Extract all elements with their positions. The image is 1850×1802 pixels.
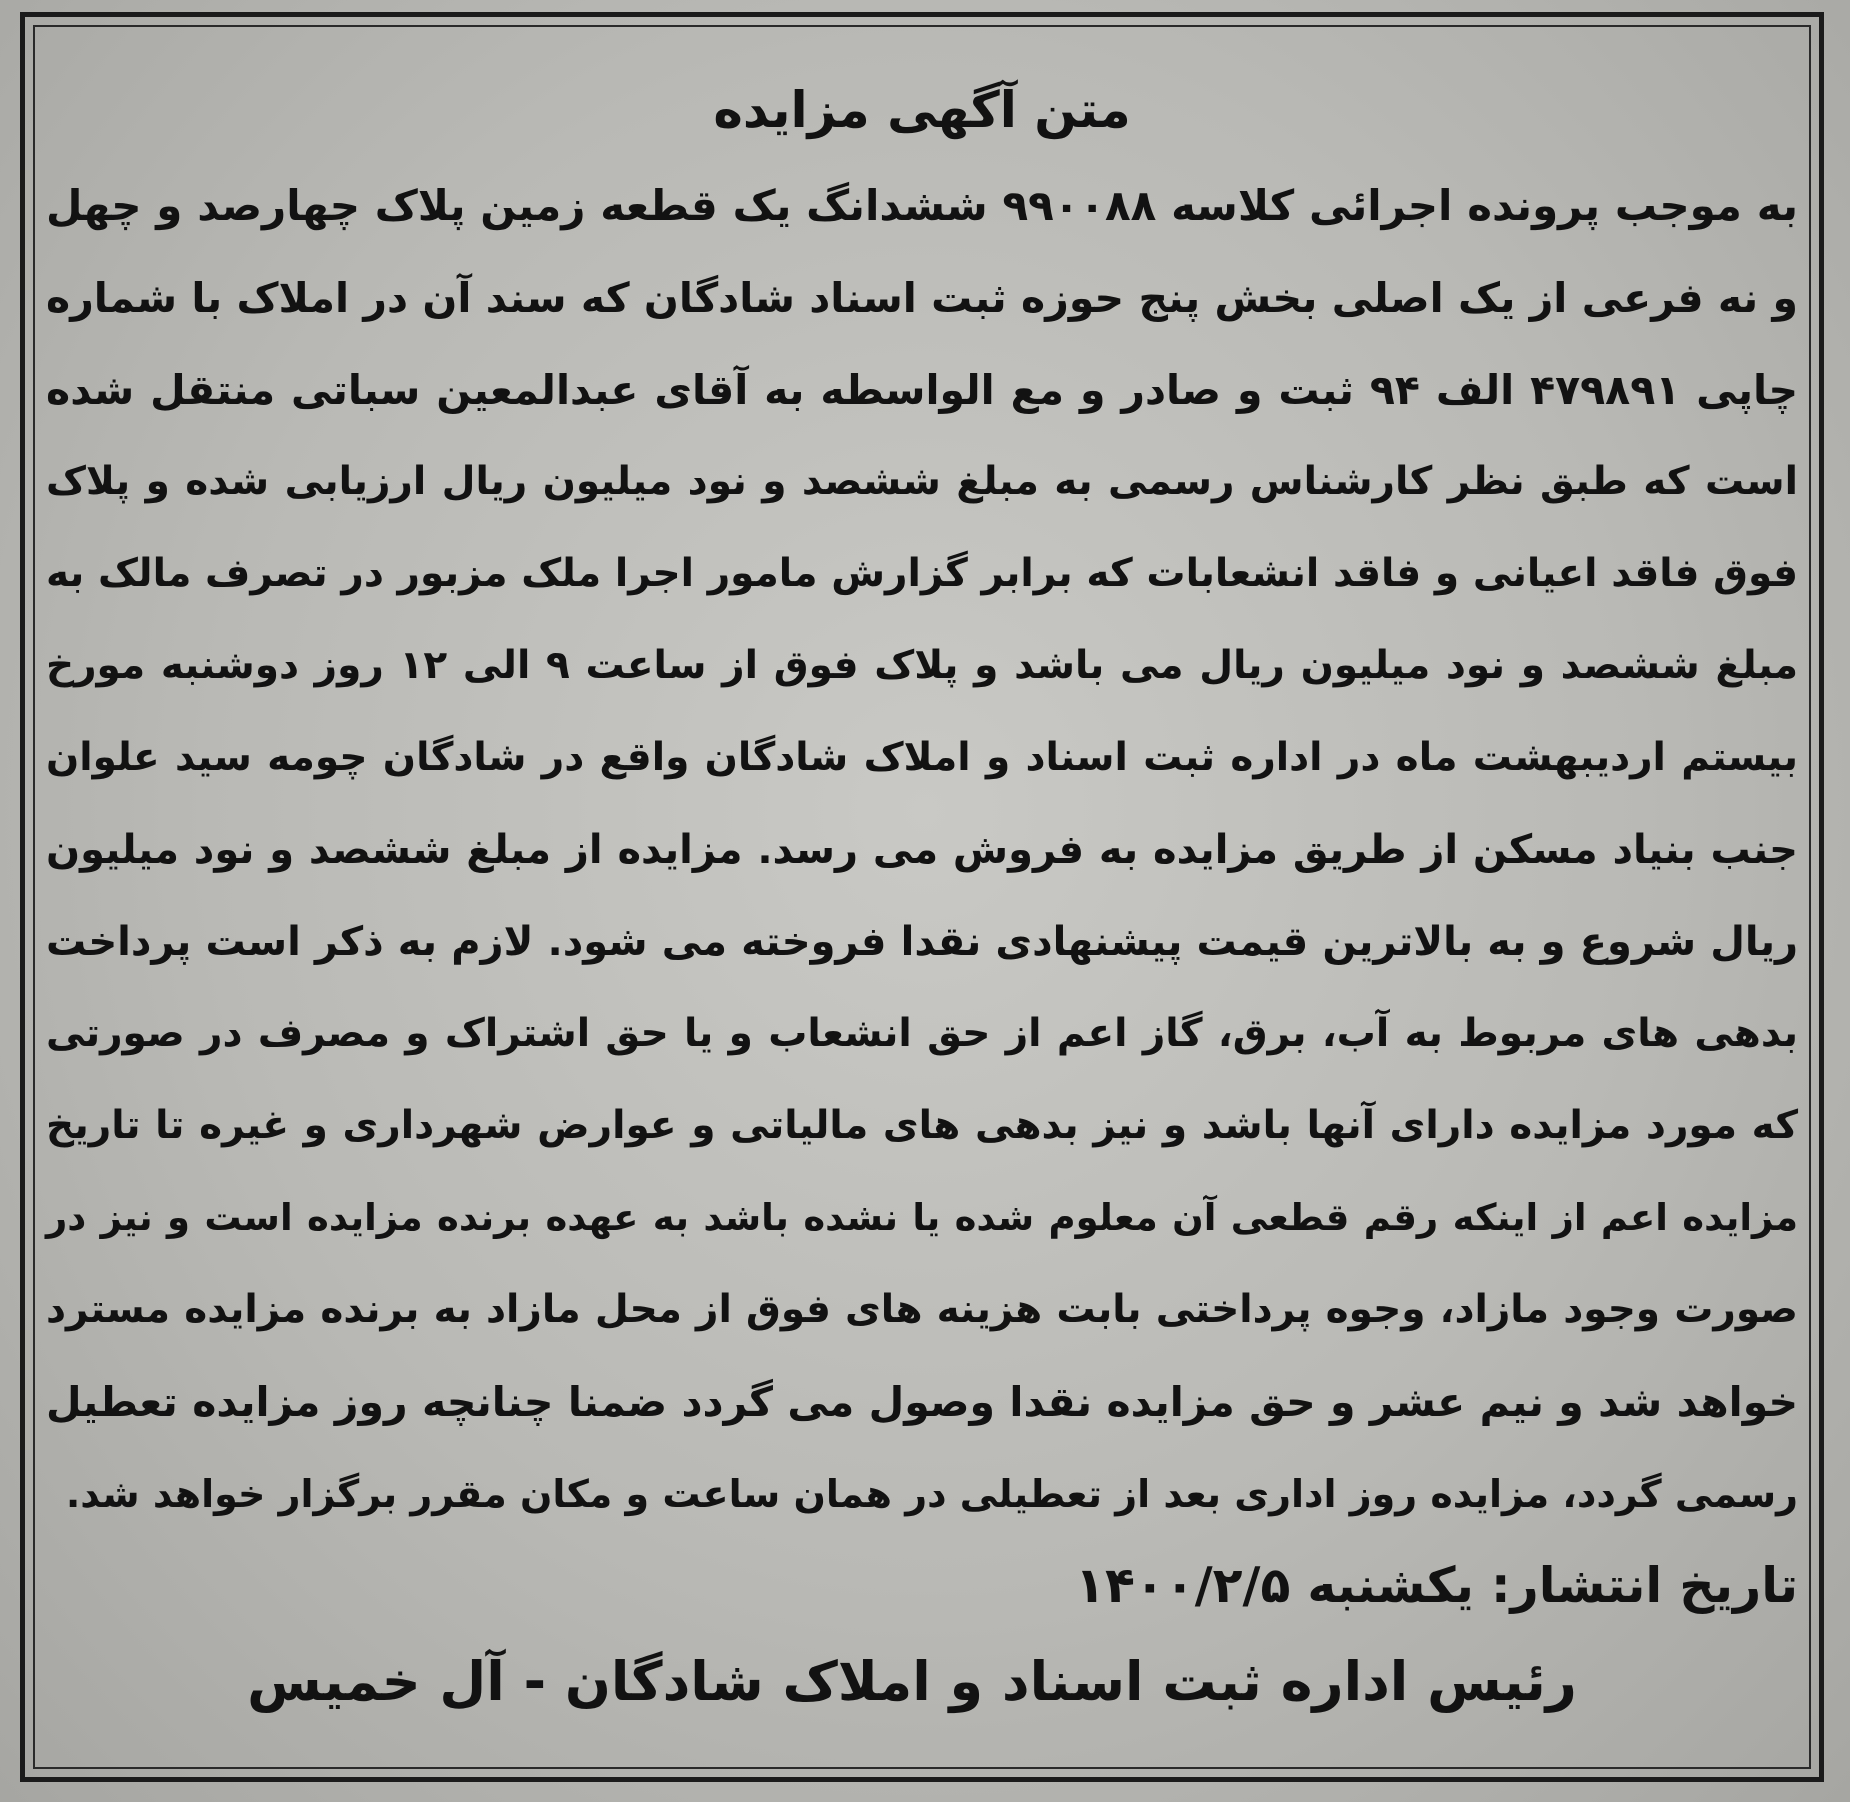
notice-line: مبلغ ششصد و نود میلیون ریال می باشد و پلاک فوق از ساعت ۹ الی ۱۲ روز دوشنبه مورخ <box>46 643 1799 688</box>
notice-line: به موجب پرونده اجرائی کلاسه ۹۹۰۰۸۸ ششدانگ یک قطعه زمین پلاک چهارصد و چهل <box>46 181 1798 230</box>
notice-body <box>46 160 1798 1540</box>
notice-line: جنب بنیاد مسکن از طریق مزایده به فروش می رسد. مزایده از مبلغ ششصد و نود میلیون <box>46 827 1798 873</box>
notice-line: است که طبق نظر کارشناس رسمی به مبلغ ششصد و نود میلیون ریال ارزیابی شده و پلاک <box>46 459 1798 504</box>
notice-title: متن آگهی مزایده <box>713 81 1131 139</box>
notice-line: بیستم اردیبهشت ماه در اداره ثبت اسناد و املاک شادگان واقع در شادگان چومه سید علوان <box>46 735 1798 780</box>
notice-line: چاپی ۴۷۹۸۹۱ الف ۹۴ ثبت و صادر و مع الواسطه به آقای عبدالمعین سباتی منتقل شده <box>46 366 1799 414</box>
notice-line: فوق فاقد اعیانی و فاقد انشعابات که برابر گزارش مامور اجرا ملک مزبور در تصرف مالک به <box>46 551 1798 596</box>
notice-line: رسمی گردد، مزایده روز اداری بعد از تعطیلی در همان ساعت و مکان مقرر برگزار خواهد شد. <box>65 1472 1798 1516</box>
notice-line: صورت وجود مازاد، وجوه پرداختی بابت هزینه های فوق از محل مازاد به برنده مزایده مسترد <box>46 1287 1798 1332</box>
notice-line: ریال شروع و به بالاترین قیمت پیشنهادی نقدا فروخته می شود. لازم به ذکر است پرداخت <box>46 919 1798 965</box>
auction-notice <box>46 60 1798 1732</box>
notice-line: بدهی های مربوط به آب، برق، گاز اعم از حق انشعاب و یا حق اشتراک و مصرف در صورتی <box>46 1011 1798 1056</box>
notice-line: که مورد مزایده دارای آنها باشد و نیز بدهی های مالیاتی و عوارض شهرداری و غیره تا تاریخ <box>46 1103 1798 1148</box>
notice-line: و نه فرعی از یک اصلی بخش پنج حوزه ثبت اسناد شادگان که سند آن در املاک با شماره <box>46 274 1798 322</box>
signature-line: رئیس اداره ثبت اسناد و املاک شادگان - آل خمیس <box>247 1650 1577 1713</box>
notice-line: مزایده اعم از اینکه رقم قطعی آن معلوم شده یا نشده باشد به عهده برنده مزایده است و نیز در <box>46 1196 1798 1239</box>
publication-date: تاریخ انتشار: یکشنبه ۱۴۰۰/۲/۵ <box>1075 1557 1798 1614</box>
notice-line: خواهد شد و نیم عشر و حق مزایده نقدا وصول می گردد ضمنا چنانچه روز مزایده تعطیل <box>46 1378 1798 1426</box>
